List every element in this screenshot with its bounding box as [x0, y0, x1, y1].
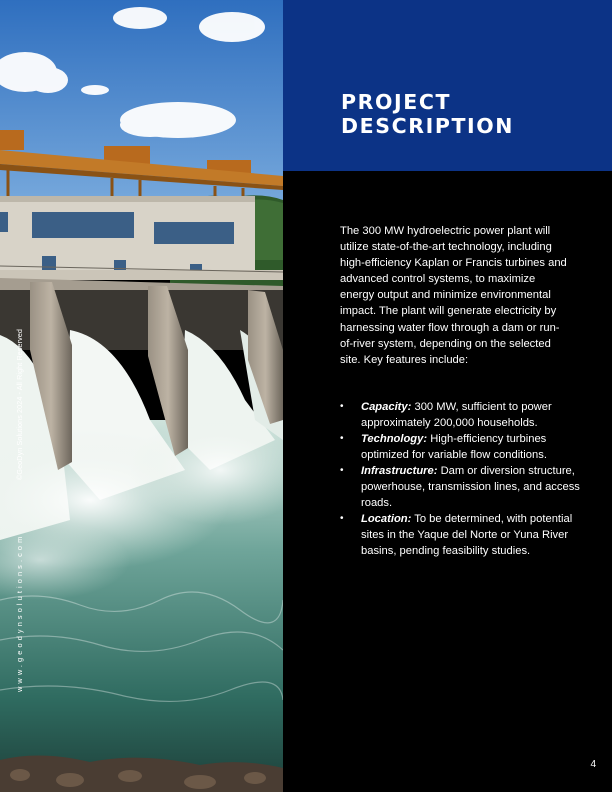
copyright-notice: ©GeoDyn Solutions 2024 - All Right Reserved: [15, 328, 24, 480]
bullet-icon: •: [340, 513, 344, 524]
title-line-1: PROJECT: [341, 90, 452, 114]
header-band: [283, 0, 612, 171]
feature-text: To be determined, with potential sites in the Yaque del Norte or Yuna River basins, pending feasibility studies.: [361, 513, 573, 557]
feature-label: Technology:: [361, 433, 428, 445]
feature-item-infrastructure: [340, 463, 580, 511]
feature-label: Location:: [361, 513, 412, 525]
intro-paragraph: The 300 MW hydroelectric power plant will utilize state-of-the-art technology, including high-efficiency Kaplan or Francis turbines and advanced control systems, to maximize energy output and minimize environmental impact. The plant will generate electricity by harnessing water flow through a dam or run-of-river system, depending on the selected site. Key features include:: [340, 225, 567, 366]
bullet-icon: •: [340, 465, 344, 476]
bullet-icon: •: [340, 433, 344, 444]
feature-text: High-efficiency turbines optimized for variable flow conditions.: [361, 433, 547, 461]
bullet-icon: •: [340, 401, 344, 412]
page-number: 4: [590, 759, 596, 770]
feature-label: Infrastructure:: [361, 465, 438, 477]
feature-text: 300 MW, sufficient to power approximately 200,000 households.: [361, 401, 552, 429]
feature-item-capacity: [340, 399, 580, 431]
page-title: [341, 90, 514, 138]
title-line-2: DESCRIPTION: [341, 114, 515, 138]
content-panel: [283, 171, 612, 792]
feature-item-location: [340, 511, 580, 559]
website-link[interactable]: www.geodynsolutions.com: [15, 533, 24, 692]
dam-photo: [0, 0, 283, 792]
dam-illustration: [0, 0, 283, 792]
feature-label: Capacity:: [361, 401, 412, 413]
features-list: [340, 399, 580, 559]
feature-item-technology: [340, 431, 580, 463]
feature-text: Dam or diversion structure, powerhouse, transmission lines, and access roads.: [361, 465, 580, 509]
